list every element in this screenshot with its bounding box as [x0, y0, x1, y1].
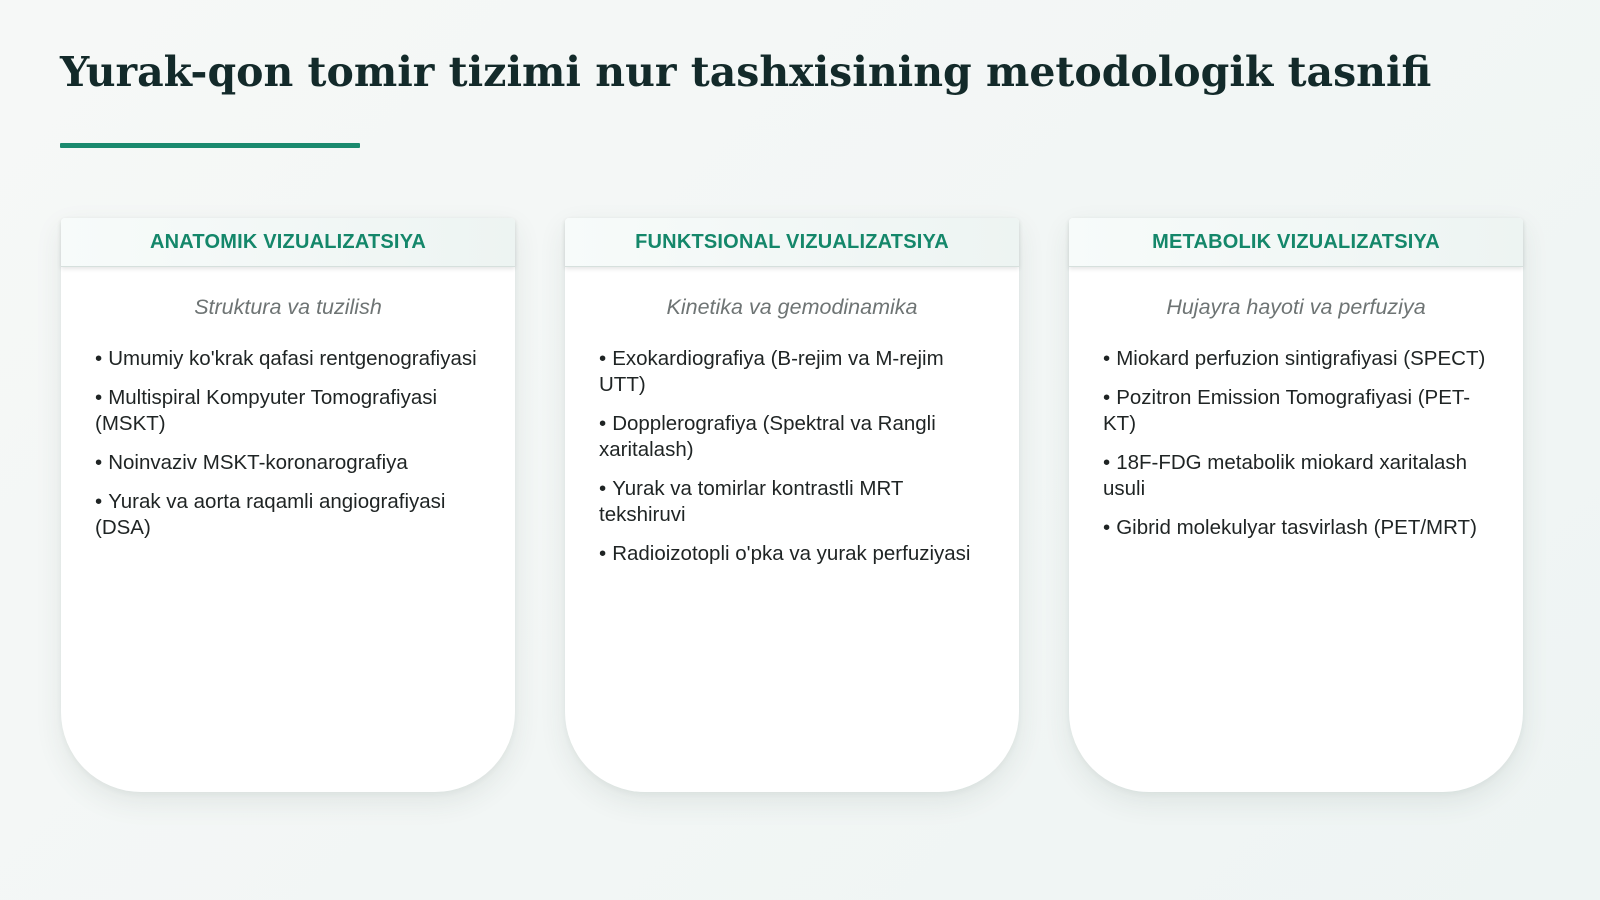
title-underline-divider — [60, 143, 360, 148]
bullet-icon: • — [599, 542, 607, 565]
list-item-text: Radioizotopli o'pka va yurak perfuziyasi — [612, 542, 971, 565]
card-list — [565, 346, 1019, 567]
list-item — [1103, 385, 1497, 437]
list-item-text: 18F-FDG metabolik miokard xaritalash usuli — [1103, 451, 1468, 500]
list-item — [1103, 450, 1497, 502]
bullet-icon: • — [1103, 347, 1111, 370]
card-list — [61, 346, 515, 541]
list-item — [599, 476, 993, 528]
bullet-icon: • — [599, 347, 607, 370]
list-item-text: Miokard perfuzion sintigrafiyasi (SPECT) — [1116, 347, 1486, 370]
card-anatomik — [61, 218, 515, 792]
list-item-text: Multispiral Kompyuter Tomografiyasi (MSKT) — [95, 386, 438, 435]
card-header — [61, 218, 515, 267]
list-item-text: Yurak va aorta raqamli angiografiyasi (DSA) — [95, 490, 446, 539]
list-item — [599, 411, 993, 463]
card-header-label: FUNKTSIONAL VIZUALIZATSIYA — [635, 230, 949, 253]
card-header-label: METABOLIK VIZUALIZATSIYA — [1152, 230, 1440, 253]
list-item — [95, 385, 489, 437]
card-funktsional — [565, 218, 1019, 792]
bullet-icon: • — [599, 412, 607, 435]
list-item — [599, 541, 993, 567]
slide-title: Yurak-qon tomir tizimi nur tashxisining metodologik tasnifi — [60, 48, 1432, 96]
list-item — [599, 346, 993, 398]
list-item — [95, 489, 489, 541]
bullet-icon: • — [95, 490, 103, 513]
bullet-icon: • — [1103, 451, 1111, 474]
bullet-icon: • — [599, 477, 607, 500]
list-item-text: Pozitron Emission Tomografiyasi (PET-KT) — [1103, 386, 1471, 435]
card-header — [1069, 218, 1523, 267]
card-subtitle: Struktura va tuzilish — [194, 295, 382, 319]
list-item-text: Yurak va tomirlar kontrastli MRT tekshiruvi — [599, 477, 904, 526]
bullet-icon: • — [95, 386, 103, 409]
list-item-text: Dopplerografiya (Spektral va Rangli xaritalash) — [599, 412, 936, 461]
list-item — [95, 450, 489, 476]
bullet-icon: • — [1103, 386, 1111, 409]
list-item — [95, 346, 489, 372]
card-header-label: ANATOMIK VIZUALIZATSIYA — [149, 230, 427, 253]
card-metabolik — [1069, 218, 1523, 792]
bullet-icon: • — [95, 347, 103, 370]
list-item-text: Exokardiografiya (B-rejim va M-rejim UTT) — [599, 347, 944, 396]
list-item-text: Noinvaziv MSKT-koronarografiya — [108, 451, 408, 474]
list-item-text: Gibrid molekulyar tasvirlash (PET/MRT) — [1116, 516, 1477, 539]
bullet-icon: • — [1103, 516, 1111, 539]
bullet-icon: • — [95, 451, 103, 474]
card-header — [565, 218, 1019, 267]
list-item — [1103, 346, 1497, 372]
list-item-text: Umumiy ko'krak qafasi rentgenografiyasi — [108, 347, 477, 370]
card-subtitle: Hujayra hayoti va perfuziya — [1166, 295, 1426, 319]
card-list — [1069, 346, 1523, 541]
list-item — [1103, 515, 1497, 541]
card-subtitle: Kinetika va gemodinamika — [666, 295, 918, 319]
